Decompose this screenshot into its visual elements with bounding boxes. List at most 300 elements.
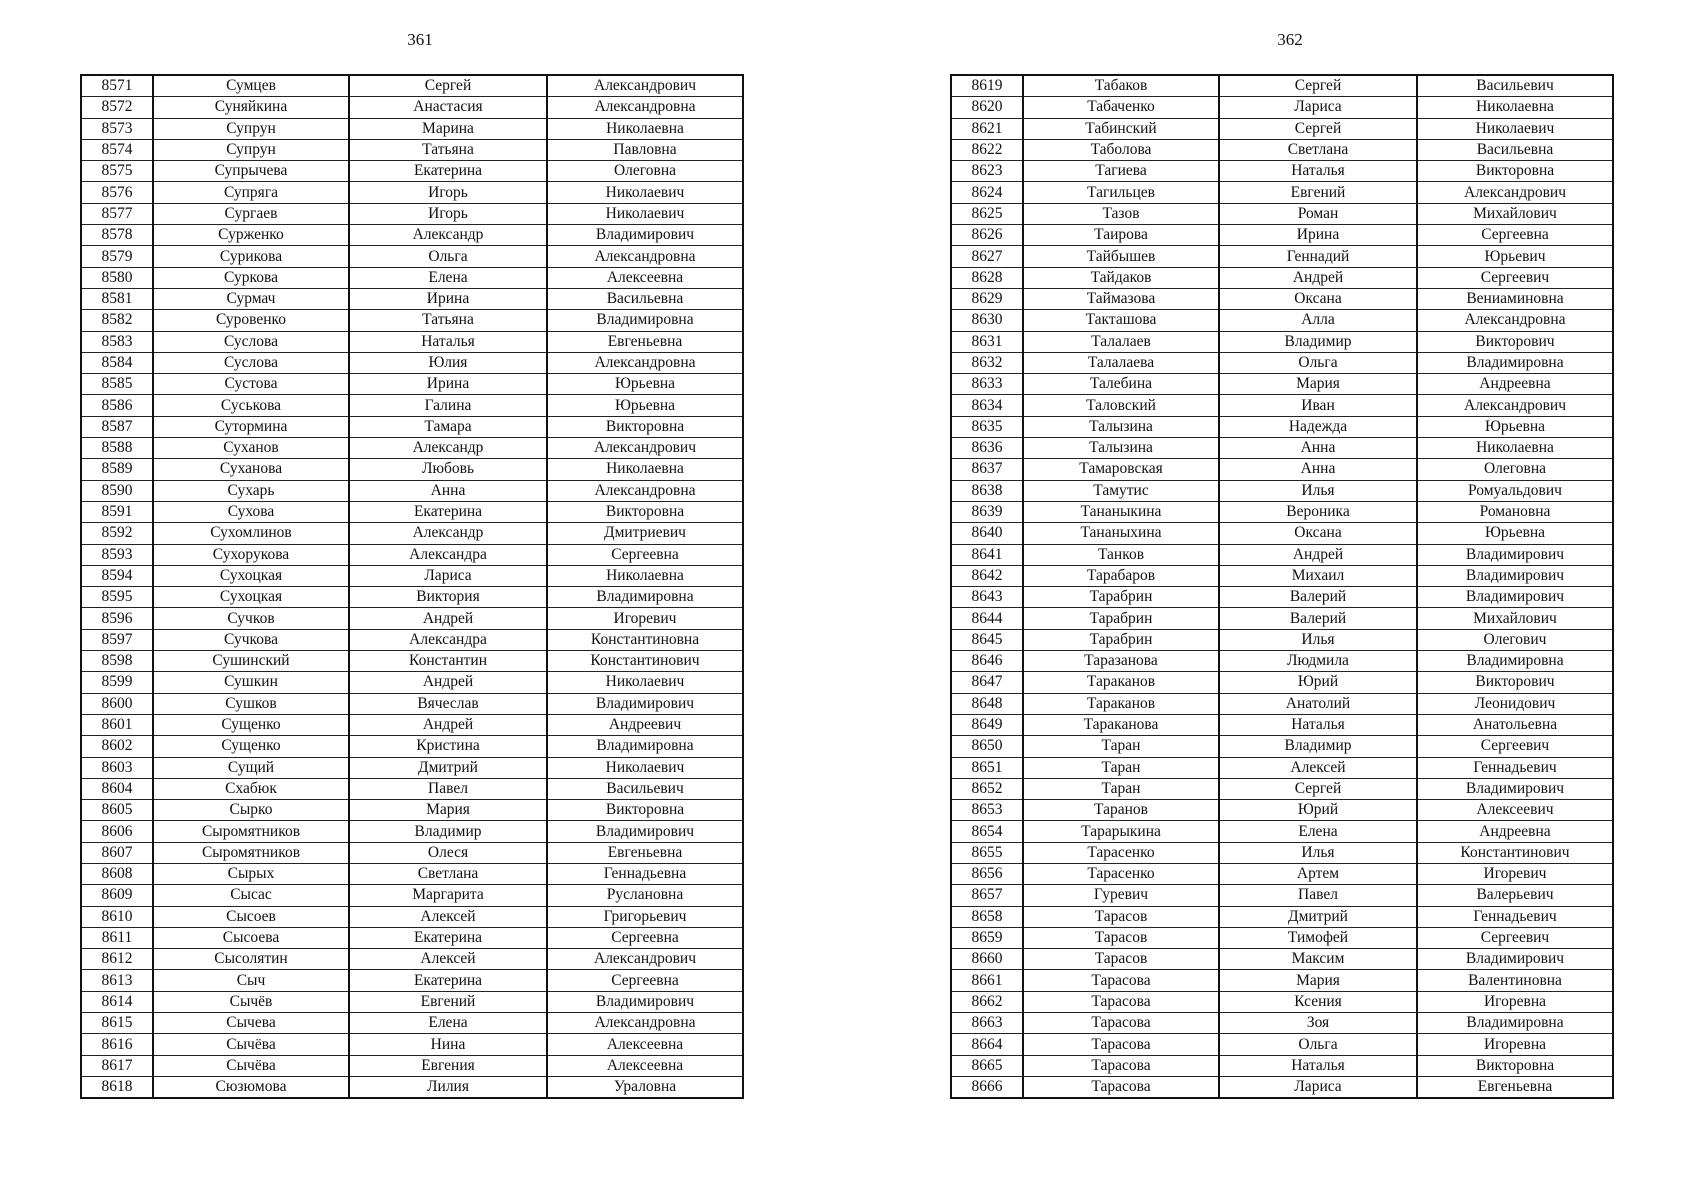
patronymic-cell: Александровна bbox=[547, 97, 743, 118]
table-row bbox=[81, 842, 743, 863]
surname-cell: Сущенко bbox=[153, 736, 349, 757]
surname-cell: Сушков bbox=[153, 693, 349, 714]
record-number: 8601 bbox=[81, 714, 153, 735]
record-number: 8613 bbox=[81, 970, 153, 991]
table-row bbox=[951, 842, 1613, 863]
patronymic-cell: Владимирович bbox=[547, 821, 743, 842]
table-row bbox=[951, 693, 1613, 714]
table-row bbox=[951, 970, 1613, 991]
surname-cell: Супряга bbox=[153, 182, 349, 203]
table-row bbox=[81, 225, 743, 246]
record-number: 8588 bbox=[81, 438, 153, 459]
surname-cell: Табаченко bbox=[1023, 97, 1219, 118]
first-name-cell: Татьяна bbox=[349, 139, 547, 160]
first-name-cell: Владимир bbox=[349, 821, 547, 842]
surname-cell: Тарабаров bbox=[1023, 565, 1219, 586]
first-name-cell: Ирина bbox=[1219, 225, 1417, 246]
record-number: 8624 bbox=[951, 182, 1023, 203]
first-name-cell: Тамара bbox=[349, 416, 547, 437]
first-name-cell: Людмила bbox=[1219, 651, 1417, 672]
table-row bbox=[81, 480, 743, 501]
patronymic-cell: Александрович bbox=[547, 75, 743, 97]
first-name-cell: Александр bbox=[349, 523, 547, 544]
record-number: 8611 bbox=[81, 927, 153, 948]
record-number: 8572 bbox=[81, 97, 153, 118]
first-name-cell: Игорь bbox=[349, 182, 547, 203]
table-row bbox=[81, 288, 743, 309]
first-name-cell: Юлия bbox=[349, 352, 547, 373]
table-row bbox=[951, 736, 1613, 757]
surname-cell: Тарабрин bbox=[1023, 629, 1219, 650]
record-number: 8603 bbox=[81, 757, 153, 778]
table-row bbox=[81, 587, 743, 608]
surname-cell: Таразанова bbox=[1023, 651, 1219, 672]
table-row bbox=[951, 906, 1613, 927]
surname-cell: Танков bbox=[1023, 544, 1219, 565]
record-number: 8579 bbox=[81, 246, 153, 267]
table-row bbox=[951, 139, 1613, 160]
patronymic-cell: Александровна bbox=[547, 1013, 743, 1034]
surname-cell: Тарасов bbox=[1023, 927, 1219, 948]
patronymic-cell: Владимировна bbox=[1417, 352, 1613, 373]
record-number: 8652 bbox=[951, 778, 1023, 799]
surname-cell: Тарасова bbox=[1023, 1055, 1219, 1076]
patronymic-cell: Николаевич bbox=[547, 182, 743, 203]
first-name-cell: Владимир bbox=[1219, 331, 1417, 352]
surname-cell: Суханов bbox=[153, 438, 349, 459]
record-number: 8641 bbox=[951, 544, 1023, 565]
table-row bbox=[81, 1034, 743, 1055]
patronymic-cell: Валерьевич bbox=[1417, 885, 1613, 906]
table-row bbox=[951, 587, 1613, 608]
patronymic-cell: Григорьевич bbox=[547, 906, 743, 927]
record-number: 8619 bbox=[951, 75, 1023, 97]
record-number: 8630 bbox=[951, 310, 1023, 331]
surname-cell: Супрун bbox=[153, 118, 349, 139]
surname-cell: Сыромятников bbox=[153, 842, 349, 863]
surname-cell: Тарасова bbox=[1023, 1034, 1219, 1055]
table-row bbox=[951, 608, 1613, 629]
first-name-cell: Дмитрий bbox=[1219, 906, 1417, 927]
record-number: 8595 bbox=[81, 587, 153, 608]
record-number: 8599 bbox=[81, 672, 153, 693]
patronymic-cell: Викторовна bbox=[547, 800, 743, 821]
table-row bbox=[81, 97, 743, 118]
table-row bbox=[951, 459, 1613, 480]
table-row bbox=[81, 714, 743, 735]
first-name-cell: Елена bbox=[349, 1013, 547, 1034]
record-number: 8573 bbox=[81, 118, 153, 139]
table-row bbox=[81, 501, 743, 522]
first-name-cell: Андрей bbox=[349, 714, 547, 735]
patronymic-cell: Васильевна bbox=[1417, 139, 1613, 160]
patronymic-cell: Ромуальдович bbox=[1417, 480, 1613, 501]
surname-cell: Тананыхина bbox=[1023, 523, 1219, 544]
table-row bbox=[951, 395, 1613, 416]
surname-cell: Талызина bbox=[1023, 416, 1219, 437]
surname-cell: Сучкова bbox=[153, 629, 349, 650]
table-row bbox=[951, 374, 1613, 395]
surname-cell: Суслова bbox=[153, 331, 349, 352]
surname-cell: Суслова bbox=[153, 352, 349, 373]
record-number: 8642 bbox=[951, 565, 1023, 586]
patronymic-cell: Владимирович bbox=[1417, 949, 1613, 970]
first-name-cell: Алексей bbox=[349, 906, 547, 927]
first-name-cell: Кристина bbox=[349, 736, 547, 757]
first-name-cell: Артем bbox=[1219, 863, 1417, 884]
first-name-cell: Сергей bbox=[1219, 778, 1417, 799]
patronymic-cell: Константинович bbox=[547, 651, 743, 672]
patronymic-cell: Юрьевна bbox=[1417, 523, 1613, 544]
table-row bbox=[81, 267, 743, 288]
patronymic-cell: Александрович bbox=[547, 438, 743, 459]
table-row bbox=[81, 182, 743, 203]
first-name-cell: Илья bbox=[1219, 629, 1417, 650]
patronymic-cell: Руслановна bbox=[547, 885, 743, 906]
patronymic-cell: Юрьевна bbox=[547, 374, 743, 395]
record-number: 8592 bbox=[81, 523, 153, 544]
record-number: 8583 bbox=[81, 331, 153, 352]
patronymic-cell: Александровна bbox=[547, 480, 743, 501]
table-row bbox=[951, 927, 1613, 948]
surname-cell: Тарарыкина bbox=[1023, 821, 1219, 842]
first-name-cell: Сергей bbox=[349, 75, 547, 97]
table-row bbox=[951, 75, 1613, 97]
patronymic-cell: Владимирович bbox=[547, 991, 743, 1012]
table-row bbox=[81, 800, 743, 821]
table-row bbox=[81, 757, 743, 778]
table-row bbox=[951, 288, 1613, 309]
surname-cell: Тамаровская bbox=[1023, 459, 1219, 480]
surname-cell: Сычёва bbox=[153, 1055, 349, 1076]
record-number: 8666 bbox=[951, 1076, 1023, 1098]
first-name-cell: Александр bbox=[349, 225, 547, 246]
patronymic-cell: Владимировна bbox=[547, 736, 743, 757]
surname-cell: Тайбышев bbox=[1023, 246, 1219, 267]
first-name-cell: Роман bbox=[1219, 203, 1417, 224]
patronymic-cell: Юрьевич bbox=[1417, 246, 1613, 267]
patronymic-cell: Викторовна bbox=[1417, 1055, 1613, 1076]
surname-cell: Таран bbox=[1023, 778, 1219, 799]
surname-cell: Сушкин bbox=[153, 672, 349, 693]
patronymic-cell: Николаевна bbox=[1417, 97, 1613, 118]
patronymic-cell: Викторовна bbox=[547, 416, 743, 437]
table-row bbox=[951, 651, 1613, 672]
patronymic-cell: Владимировна bbox=[547, 587, 743, 608]
first-name-cell: Юрий bbox=[1219, 800, 1417, 821]
patronymic-cell: Константинович bbox=[1417, 842, 1613, 863]
first-name-cell: Сергей bbox=[1219, 75, 1417, 97]
first-name-cell: Олеся bbox=[349, 842, 547, 863]
first-name-cell: Маргарита bbox=[349, 885, 547, 906]
table-row bbox=[81, 459, 743, 480]
table-row bbox=[81, 544, 743, 565]
record-number: 8612 bbox=[81, 949, 153, 970]
patronymic-cell: Вениаминовна bbox=[1417, 288, 1613, 309]
table-row bbox=[81, 906, 743, 927]
first-name-cell: Ольга bbox=[349, 246, 547, 267]
patronymic-cell: Николаевич bbox=[547, 203, 743, 224]
record-number: 8626 bbox=[951, 225, 1023, 246]
record-number: 8604 bbox=[81, 778, 153, 799]
table-row bbox=[951, 246, 1613, 267]
surname-cell: Таран bbox=[1023, 757, 1219, 778]
first-name-cell: Светлана bbox=[1219, 139, 1417, 160]
record-number: 8656 bbox=[951, 863, 1023, 884]
first-name-cell: Лариса bbox=[1219, 1076, 1417, 1098]
surname-cell: Тайдаков bbox=[1023, 267, 1219, 288]
surname-cell: Сырко bbox=[153, 800, 349, 821]
record-number: 8582 bbox=[81, 310, 153, 331]
first-name-cell: Ольга bbox=[1219, 352, 1417, 373]
table-row bbox=[951, 480, 1613, 501]
first-name-cell: Мария bbox=[349, 800, 547, 821]
surname-cell: Сыч bbox=[153, 970, 349, 991]
record-number: 8589 bbox=[81, 459, 153, 480]
surname-cell: Сушинский bbox=[153, 651, 349, 672]
record-number: 8586 bbox=[81, 395, 153, 416]
table-row bbox=[81, 1055, 743, 1076]
first-name-cell: Геннадий bbox=[1219, 246, 1417, 267]
surname-cell: Тарасова bbox=[1023, 1076, 1219, 1098]
surname-cell: Таранов bbox=[1023, 800, 1219, 821]
record-number: 8614 bbox=[81, 991, 153, 1012]
patronymic-cell: Васильевич bbox=[547, 778, 743, 799]
first-name-cell: Михаил bbox=[1219, 565, 1417, 586]
surname-cell: Сущий bbox=[153, 757, 349, 778]
first-name-cell: Лилия bbox=[349, 1076, 547, 1098]
table-row bbox=[81, 374, 743, 395]
first-name-cell: Евгений bbox=[349, 991, 547, 1012]
first-name-cell: Анна bbox=[1219, 438, 1417, 459]
table-row bbox=[81, 161, 743, 182]
first-name-cell: Юрий bbox=[1219, 672, 1417, 693]
first-name-cell: Лариса bbox=[1219, 97, 1417, 118]
surname-cell: Сурикова bbox=[153, 246, 349, 267]
first-name-cell: Евгения bbox=[349, 1055, 547, 1076]
table-row bbox=[81, 927, 743, 948]
patronymic-cell: Сергеевна bbox=[547, 927, 743, 948]
patronymic-cell: Павловна bbox=[547, 139, 743, 160]
record-number: 8644 bbox=[951, 608, 1023, 629]
surname-cell: Таирова bbox=[1023, 225, 1219, 246]
first-name-cell: Анатолий bbox=[1219, 693, 1417, 714]
first-name-cell: Виктория bbox=[349, 587, 547, 608]
first-name-cell: Надежда bbox=[1219, 416, 1417, 437]
patronymic-cell: Константиновна bbox=[547, 629, 743, 650]
first-name-cell: Андрей bbox=[349, 672, 547, 693]
first-name-cell: Екатерина bbox=[349, 970, 547, 991]
patronymic-cell: Николаевна bbox=[1417, 438, 1613, 459]
record-number: 8618 bbox=[81, 1076, 153, 1098]
record-number: 8654 bbox=[951, 821, 1023, 842]
first-name-cell: Илья bbox=[1219, 842, 1417, 863]
patronymic-cell: Геннадьевна bbox=[547, 863, 743, 884]
first-name-cell: Владимир bbox=[1219, 736, 1417, 757]
surname-cell: Супрун bbox=[153, 139, 349, 160]
surname-cell: Тананыкина bbox=[1023, 501, 1219, 522]
surname-cell: Суркова bbox=[153, 267, 349, 288]
first-name-cell: Анна bbox=[349, 480, 547, 501]
surname-cell: Сычёва bbox=[153, 1034, 349, 1055]
table-row bbox=[81, 416, 743, 437]
record-number: 8622 bbox=[951, 139, 1023, 160]
table-row bbox=[951, 331, 1613, 352]
patronymic-cell: Николаевна bbox=[547, 565, 743, 586]
patronymic-cell: Владимирович bbox=[1417, 544, 1613, 565]
record-number: 8616 bbox=[81, 1034, 153, 1055]
table-row bbox=[951, 821, 1613, 842]
first-name-cell: Илья bbox=[1219, 480, 1417, 501]
table-row bbox=[81, 736, 743, 757]
page-number: 362 bbox=[1277, 30, 1303, 49]
record-number: 8637 bbox=[951, 459, 1023, 480]
name-table bbox=[80, 74, 744, 1099]
record-number: 8615 bbox=[81, 1013, 153, 1034]
record-number: 8596 bbox=[81, 608, 153, 629]
surname-cell: Тараканов bbox=[1023, 672, 1219, 693]
patronymic-cell: Андреевна bbox=[1417, 374, 1613, 395]
record-number: 8658 bbox=[951, 906, 1023, 927]
surname-cell: Сысас bbox=[153, 885, 349, 906]
patronymic-cell: Олегович bbox=[1417, 629, 1613, 650]
surname-cell: Талалаева bbox=[1023, 352, 1219, 373]
record-number: 8636 bbox=[951, 438, 1023, 459]
surname-cell: Гуревич bbox=[1023, 885, 1219, 906]
patronymic-cell: Валентиновна bbox=[1417, 970, 1613, 991]
table-row bbox=[81, 778, 743, 799]
table-row bbox=[951, 523, 1613, 544]
patronymic-cell: Николаевна bbox=[547, 118, 743, 139]
table-row bbox=[81, 885, 743, 906]
first-name-cell: Елена bbox=[1219, 821, 1417, 842]
table-row bbox=[951, 565, 1613, 586]
first-name-cell: Мария bbox=[1219, 374, 1417, 395]
table-row bbox=[81, 310, 743, 331]
first-name-cell: Ольга bbox=[1219, 1034, 1417, 1055]
surname-cell: Сухорукова bbox=[153, 544, 349, 565]
record-number: 8623 bbox=[951, 161, 1023, 182]
table-row bbox=[81, 672, 743, 693]
table-row bbox=[951, 97, 1613, 118]
surname-cell: Тарасов bbox=[1023, 906, 1219, 927]
table-row bbox=[81, 565, 743, 586]
first-name-cell: Андрей bbox=[349, 608, 547, 629]
record-number: 8598 bbox=[81, 651, 153, 672]
patronymic-cell: Леонидович bbox=[1417, 693, 1613, 714]
surname-cell: Сурмач bbox=[153, 288, 349, 309]
record-number: 8621 bbox=[951, 118, 1023, 139]
record-number: 8627 bbox=[951, 246, 1023, 267]
record-number: 8591 bbox=[81, 501, 153, 522]
surname-cell: Сычева bbox=[153, 1013, 349, 1034]
patronymic-cell: Александрович bbox=[1417, 395, 1613, 416]
patronymic-cell: Сергеевна bbox=[547, 544, 743, 565]
surname-cell: Тагиева bbox=[1023, 161, 1219, 182]
first-name-cell: Оксана bbox=[1219, 288, 1417, 309]
patronymic-cell: Викторовна bbox=[1417, 161, 1613, 182]
patronymic-cell: Андреевич bbox=[547, 714, 743, 735]
record-number: 8647 bbox=[951, 672, 1023, 693]
record-number: 8653 bbox=[951, 800, 1023, 821]
page-number: 361 bbox=[407, 30, 433, 49]
first-name-cell: Елена bbox=[349, 267, 547, 288]
record-number: 8620 bbox=[951, 97, 1023, 118]
surname-cell: Тарасова bbox=[1023, 970, 1219, 991]
patronymic-cell: Анатольевна bbox=[1417, 714, 1613, 735]
first-name-cell: Евгений bbox=[1219, 182, 1417, 203]
surname-cell: Сысоева bbox=[153, 927, 349, 948]
patronymic-cell: Владимирович bbox=[1417, 565, 1613, 586]
patronymic-cell: Олеговна bbox=[547, 161, 743, 182]
patronymic-cell: Алексеевна bbox=[547, 1055, 743, 1076]
first-name-cell: Анна bbox=[1219, 459, 1417, 480]
table-row bbox=[951, 714, 1613, 735]
record-number: 8655 bbox=[951, 842, 1023, 863]
patronymic-cell: Алексеевна bbox=[547, 267, 743, 288]
record-number: 8650 bbox=[951, 736, 1023, 757]
first-name-cell: Валерий bbox=[1219, 587, 1417, 608]
patronymic-cell: Игоревич bbox=[547, 608, 743, 629]
record-number: 8587 bbox=[81, 416, 153, 437]
surname-cell: Сумцев bbox=[153, 75, 349, 97]
table-row bbox=[81, 118, 743, 139]
table-row bbox=[951, 161, 1613, 182]
patronymic-cell: Александровна bbox=[547, 246, 743, 267]
surname-cell: Тарасенко bbox=[1023, 842, 1219, 863]
patronymic-cell: Ураловна bbox=[547, 1076, 743, 1098]
table-row bbox=[951, 863, 1613, 884]
patronymic-cell: Викторович bbox=[1417, 331, 1613, 352]
surname-cell: Талебина bbox=[1023, 374, 1219, 395]
patronymic-cell: Геннадьевич bbox=[1417, 757, 1613, 778]
table-row bbox=[951, 800, 1613, 821]
surname-cell: Сутормина bbox=[153, 416, 349, 437]
table-row bbox=[81, 821, 743, 842]
table-row bbox=[81, 608, 743, 629]
record-number: 8609 bbox=[81, 885, 153, 906]
surname-cell: Тараканов bbox=[1023, 693, 1219, 714]
surname-cell: Сухоцкая bbox=[153, 565, 349, 586]
first-name-cell: Екатерина bbox=[349, 501, 547, 522]
first-name-cell: Павел bbox=[1219, 885, 1417, 906]
record-number: 8574 bbox=[81, 139, 153, 160]
patronymic-cell: Михайлович bbox=[1417, 203, 1613, 224]
table-row bbox=[81, 395, 743, 416]
patronymic-cell: Николаевич bbox=[547, 757, 743, 778]
record-number: 8639 bbox=[951, 501, 1023, 522]
table-row bbox=[951, 416, 1613, 437]
record-number: 8633 bbox=[951, 374, 1023, 395]
surname-cell: Тагильцев bbox=[1023, 182, 1219, 203]
table-row bbox=[951, 778, 1613, 799]
patronymic-cell: Александровна bbox=[547, 352, 743, 373]
surname-cell: Тараканова bbox=[1023, 714, 1219, 735]
surname-cell: Тарабрин bbox=[1023, 608, 1219, 629]
record-number: 8597 bbox=[81, 629, 153, 650]
record-number: 8606 bbox=[81, 821, 153, 842]
table-row bbox=[81, 75, 743, 97]
surname-cell: Сыромятников bbox=[153, 821, 349, 842]
patronymic-cell: Владимирович bbox=[547, 693, 743, 714]
first-name-cell: Наталья bbox=[1219, 1055, 1417, 1076]
table-row bbox=[81, 1076, 743, 1098]
first-name-cell: Александра bbox=[349, 544, 547, 565]
first-name-cell: Ирина bbox=[349, 374, 547, 395]
patronymic-cell: Александрович bbox=[1417, 182, 1613, 203]
patronymic-cell: Владимирович bbox=[547, 225, 743, 246]
table-row bbox=[951, 1013, 1613, 1034]
